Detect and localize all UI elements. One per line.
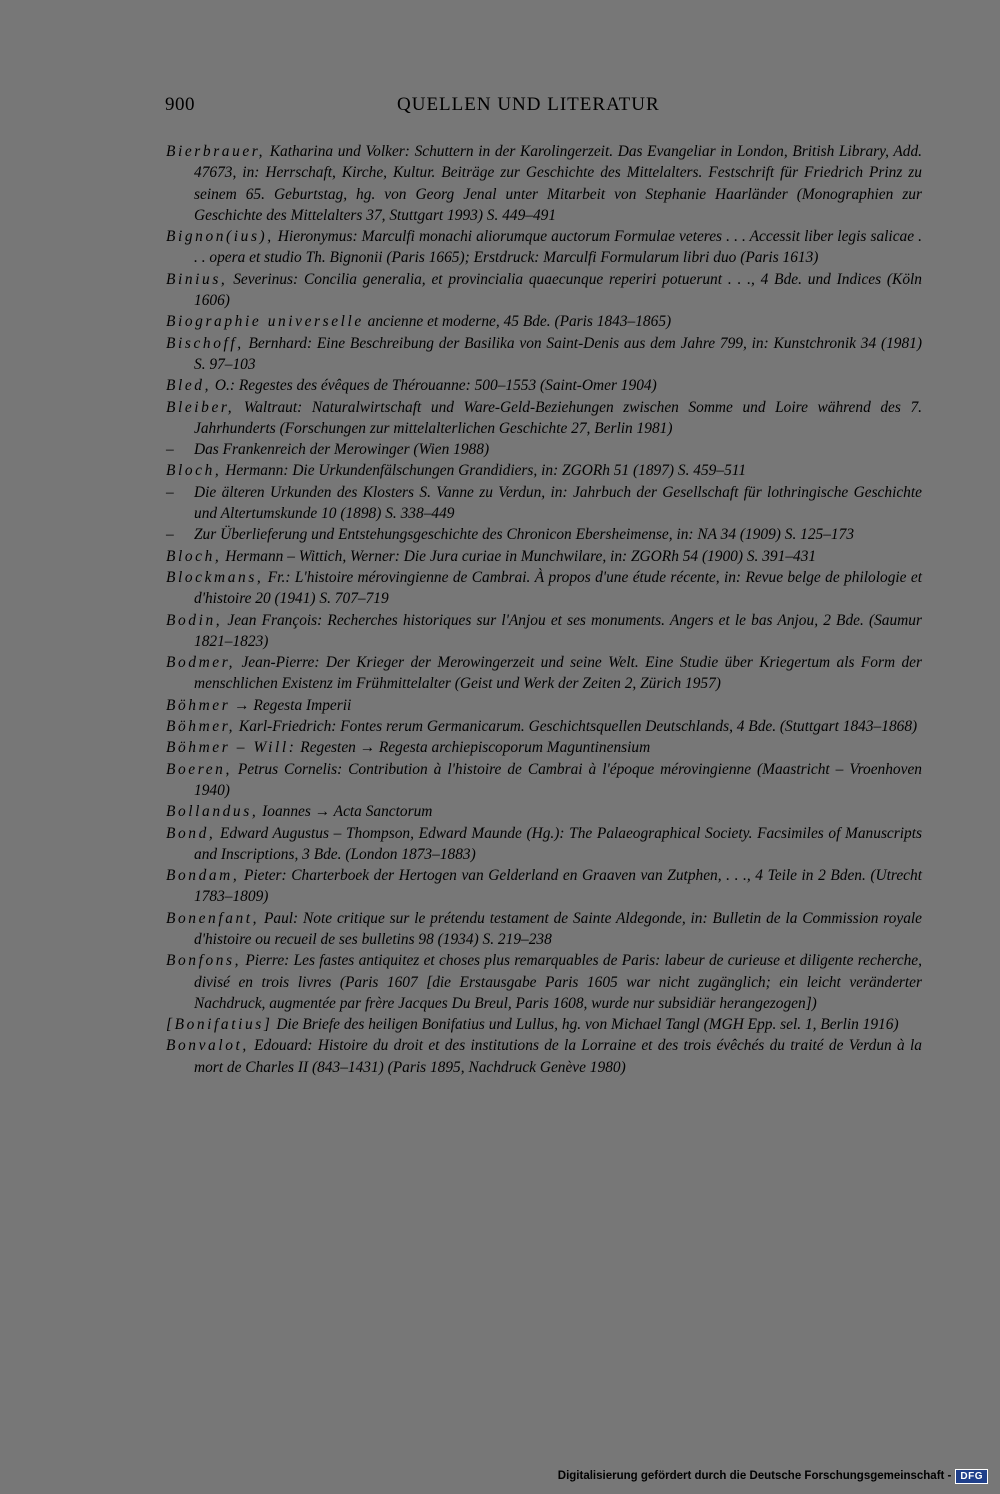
entry-text: Severinus: Concilia generalia, et provincialia quaecunque reperiri potuerunt . . ., 4 Bde. und Indices (Köln 1606): [194, 270, 922, 310]
bibliography-entry: [166, 141, 922, 226]
entry-author: Böhmer,: [166, 718, 236, 736]
footer-credit: [558, 1466, 988, 1486]
bibliography-entry: [166, 695, 922, 716]
entry-text: Regesten → Regesta archiepiscoporum Maguntinensium: [296, 739, 651, 757]
entry-text: Jean François: Recherches historiques sur l'Anjou et ses monuments. Angers et le bas Anjou, 2 Bde. (Saumur 1821–1823): [194, 611, 922, 650]
entry-text: Edouard: Histoire du droit et des institutions de la Lorraine et des trois évêchés du traité de Verdun à la mort de Charles II (843–1431) (Paris 1895, Nachdruck Genève 1980): [194, 1037, 922, 1076]
entry-text: Petrus Cornelis: Contribution à l'histoire de Cambrai à l'époque mérovingienne (Maastricht – Vroenhoven 1940): [194, 760, 922, 799]
bibliography-entry: [166, 908, 922, 951]
bibliography-entry: [166, 482, 922, 525]
page-number: 900: [165, 94, 195, 115]
entry-author: Boeren,: [166, 760, 232, 778]
entry-dash: –: [166, 483, 174, 501]
bibliography-entry: [166, 524, 922, 545]
entry-text: Fr.: L'histoire mérovingienne de Cambrai. À propos d'une étude récente, in: Revue belge de philologie et d'histoire 20 (1941) S. 707–719: [194, 568, 922, 608]
bibliography-entry: [166, 610, 922, 653]
bibliography-entry: [166, 567, 922, 610]
entry-text: Hieronymus: Marculfi monachi aliorumque auctorum Formulae veteres . . . Accessit liber legis salicae . . . opera et studio Th. Bignonii (Paris 1665); Erstdruck: Marculfi Formularum libri duo (Paris 1613): [194, 228, 922, 267]
bibliography-entry: [166, 546, 922, 567]
entry-author: Bond,: [166, 824, 216, 842]
bibliography-entry: [166, 950, 922, 1014]
bibliography-entry: [166, 1035, 922, 1078]
entry-text: Hermann – Wittich, Werner: Die Jura curiae in Munchwilare, in: ZGORh 54 (1900) S. 391–431: [221, 547, 817, 565]
entry-author: Bloch,: [166, 462, 222, 480]
entry-author: Biographie universelle: [166, 313, 364, 331]
entry-text: ancienne et moderne, 45 Bde. (Paris 1843–1865): [363, 313, 672, 331]
entry-text: Bernhard: Eine Beschreibung der Basilika von Saint-Denis aus dem Jahre 799, in: Kunstchronik 34 (1981) S. 97–103: [194, 334, 922, 373]
entry-text: Edward Augustus – Thompson, Edward Maunde (Hg.): The Palaeographical Society. Facsimiles of Manuscripts and Inscriptions, 3 Bde. (London 1873–1883): [194, 824, 922, 863]
bibliography-entry: [166, 759, 922, 802]
bibliography-entry: [166, 311, 922, 332]
entry-author: Böhmer – Will:: [166, 739, 297, 757]
bibliography-entry: [166, 652, 922, 695]
entry-text: Pierre: Les fastes antiquitez et choses plus remarquables de Paris: labeur de curieuse et diligente recherche, divisé en trois livres (Paris 1607 [die Erstausgabe Paris 1605 war nicht zugänglich; ein leicht veränderter Nachdruck, augmentée par frère Jacques Du Breul, Paris 1608, wurde nur subsidiär herangezogen]): [194, 952, 922, 1012]
entry-author: Binius,: [166, 270, 228, 288]
entry-text: O.: Regestes des évêques de Thérouanne: 500–1553 (Saint-Omer 1904): [211, 377, 657, 395]
entry-text: Die älteren Urkunden des Klosters S. Vanne zu Verdun, in: Jahrbuch der Gesellschaft für lothringische Geschichte und Altertumskunde 10 (1898) S. 338–449: [194, 483, 922, 523]
entry-dash: –: [166, 441, 174, 459]
entry-author: Böhmer: [166, 696, 231, 714]
entry-text: Zur Überlieferung und Entstehungsgeschichte des Chronicon Ebersheimense, in: NA 34 (1909) S. 125–173: [194, 526, 855, 544]
bibliography-entry: [166, 460, 922, 481]
entry-text: Hermann: Die Urkundenfälschungen Grandidiers, in: ZGORh 51 (1897) S. 459–511: [221, 462, 747, 480]
bibliography-entry: [166, 269, 922, 312]
entry-dash: –: [166, 526, 174, 544]
entry-author: Bondam,: [166, 867, 240, 885]
entry-author: [Bonifatius]: [166, 1016, 273, 1034]
entry-author: Bignon(ius),: [166, 228, 274, 246]
entry-text: Ioannes → Acta Sanctorum: [258, 803, 433, 821]
page-header: [165, 94, 935, 124]
entry-text: Waltraut: Naturalwirtschaft und Ware-Geld-Beziehungen zwischen Somme und Loire während des 7. Jahrhunderts (Forschungen zur mittelalterlichen Geschichte 27, Berlin 1981): [194, 398, 922, 437]
entry-text: Jean-Pierre: Der Krieger der Merowingerzeit und seine Welt. Eine Studie über Kriegertum als Form der menschlichen Existenz im Frühmittelalter (Geist und Werk der Zeiten 2, Zürich 1957): [194, 654, 922, 693]
bibliography-entry: [166, 226, 922, 269]
entry-text: Pieter: Charterboek der Hertogen van Gelderland en Graaven van Zutphen, . . ., 4 Teile in 2 Bden. (Utrecht 1783–1809): [194, 867, 922, 906]
entry-author: Bodin,: [166, 611, 223, 629]
entry-author: Bollandus,: [166, 803, 259, 821]
dfg-logo: DFG: [955, 1469, 988, 1484]
running-title: QUELLEN UND LITERATUR: [397, 94, 660, 115]
bibliography-entry: [166, 801, 922, 822]
entry-text: Die Briefe des heiligen Bonifatius und Lullus, hg. von Michael Tangl (MGH Epp. sel. 1, Berlin 1916): [272, 1016, 899, 1034]
entry-text: → Regesta Imperii: [230, 696, 352, 714]
entry-author: Bischoff,: [166, 334, 244, 352]
bibliography-entry: [166, 716, 922, 737]
bibliography-entry: [166, 737, 922, 758]
entry-author: Bonfons,: [166, 952, 242, 970]
entry-author: Bonvalot,: [166, 1037, 249, 1055]
entry-author: Bled,: [166, 377, 212, 395]
bibliography-entry: [166, 823, 922, 866]
entry-author: Bonenfant,: [166, 909, 260, 927]
footer-credit-text: Digitalisierung gefördert durch die Deutsche Forschungsgemeinschaft -: [557, 1470, 952, 1482]
bibliography-entry: [166, 397, 922, 440]
entry-author: Bodmer,: [166, 654, 236, 672]
bibliography-entry: [166, 375, 922, 396]
bibliography-entry: [166, 865, 922, 908]
entry-author: Bleiber,: [166, 398, 235, 416]
entry-text: Karl-Friedrich: Fontes rerum Germanicarum. Geschichtsquellen Deutschlands, 4 Bde. (Stuttgart 1843–1868): [235, 718, 918, 736]
entry-author: Bierbrauer,: [166, 143, 266, 160]
entry-text: Katharina und Volker: Schuttern in der Karolingerzeit. Das Evangeliar in London, British Library, Add. 47673, in: Herrschaft, Kirche, Kultur. Beiträge zur Geschichte des Mittelalters. Festschrift für Friedrich Prinz zu seinem 65. Geburtstag, hg. von Georg Jenal unter Mitarbeit von Stephanie Haarländer (Monographien zur Geschichte des Mittelalters 37, Stuttgart 1993) S. 449–491: [194, 143, 922, 224]
bibliography-entry: [166, 333, 922, 376]
entry-text: Paul: Note critique sur le prétendu testament de Sainte Aldegonde, in: Bulletin de la Commission royale d'histoire ou recueil de ses bulletins 98 (1934) S. 219–238: [194, 909, 922, 948]
bibliography-entry: [166, 1014, 922, 1035]
entry-author: Blockmans,: [166, 568, 264, 586]
bibliography-entry: [166, 439, 922, 460]
bibliography-list: [166, 141, 922, 1078]
entry-author: Bloch,: [166, 547, 222, 565]
entry-text: Das Frankenreich der Merowinger (Wien 1988): [194, 441, 490, 459]
